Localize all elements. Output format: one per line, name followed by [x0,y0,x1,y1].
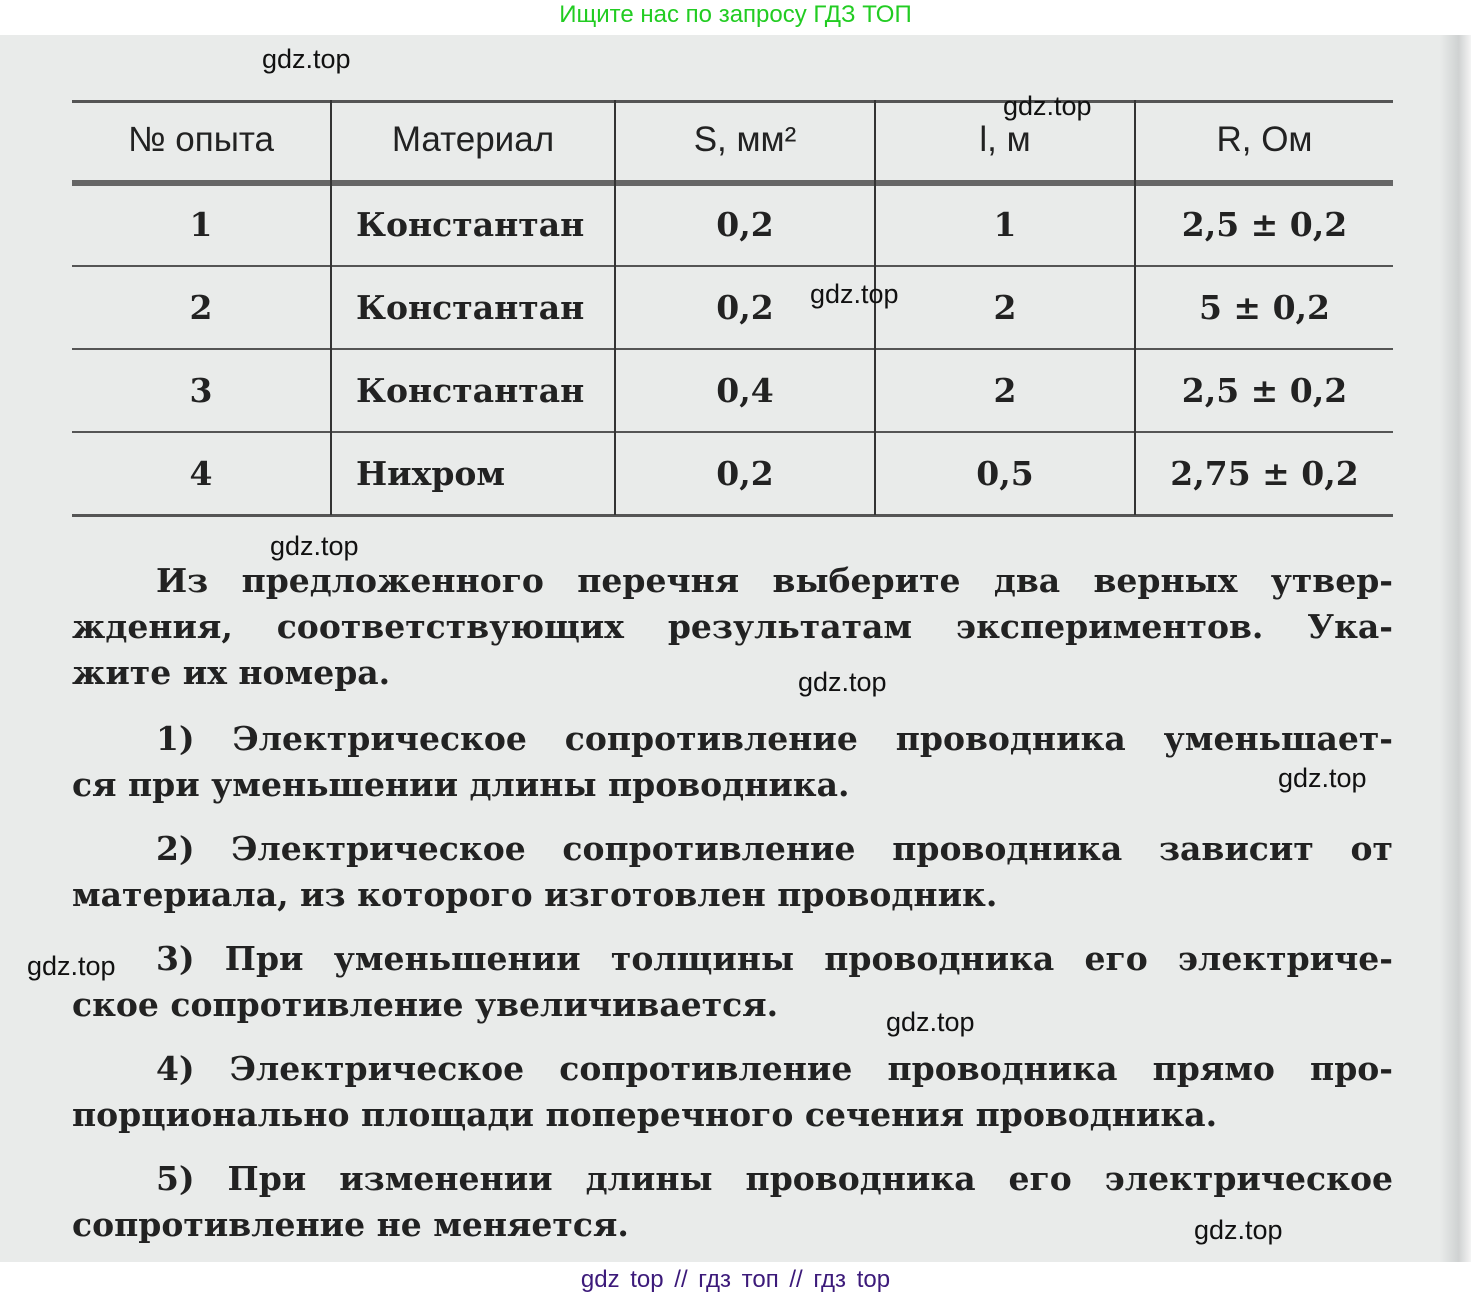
watermark: gdz.top [1003,91,1092,121]
question-text [72,558,1393,696]
watermark: gdz.top [798,667,887,697]
cell-area: 0,2 [716,205,774,244]
row-divider [72,348,1393,350]
cell-no: 2 [189,288,213,327]
header-experiment-no: № опыта [128,120,274,159]
search-banner: Ищите нас по запросу ГДЗ ТОП [559,1,912,28]
cell-length: 0,5 [976,454,1034,493]
watermark: gdz.top [270,531,359,561]
header-length: l, м [979,120,1031,159]
watermark: gdz.top [886,1007,975,1037]
cell-resistance: 2,75 ± 0,2 [1170,454,1359,493]
text-line: 1) Электрическое сопротивление проводника уменьшает- [156,719,1393,758]
cell-material: Нихром [356,454,506,493]
row-divider [72,265,1393,267]
text-line: ждения, соответствующих результатам экспериментов. Ука- [72,607,1393,646]
watermark: gdz.top [1194,1215,1283,1245]
text-line: ся при уменьшении длины проводника. [72,765,850,804]
text-line: жите их номера. [72,653,391,692]
text-line: сопротивление не меняется. [72,1205,629,1244]
text-line: 3) При уменьшении толщины проводника его электриче- [156,939,1393,978]
cell-resistance: 5 ± 0,2 [1198,288,1330,327]
row-divider [72,431,1393,433]
footer-links: gdz top // гдз топ // гдз top [580,1266,891,1293]
cell-no: 4 [189,454,213,493]
cell-length: 1 [993,205,1017,244]
cell-area: 0,4 [716,371,774,410]
watermark: gdz.top [262,44,351,74]
column-divider [330,100,332,515]
text-line: 4) Электрическое сопротивление проводника прямо про- [156,1049,1393,1088]
cell-area: 0,2 [716,288,774,327]
header-area: S, мм² [693,120,797,159]
cell-area: 0,2 [716,454,774,493]
cell-material: Константан [356,205,585,244]
watermark: gdz.top [810,279,899,309]
page-edge-shadow [1440,35,1471,1262]
table-top-border [72,100,1393,103]
text-line: материала, из которого изготовлен проводник. [72,875,998,914]
option-3 [72,936,1393,1028]
text-line: ское сопротивление увеличивается. [72,985,779,1024]
cell-resistance: 2,5 ± 0,2 [1181,205,1348,244]
option-4 [72,1046,1393,1138]
cell-material: Константан [356,288,585,327]
cell-resistance: 2,5 ± 0,2 [1181,371,1348,410]
text-line: 2) Электрическое сопротивление проводника зависит от [156,829,1393,868]
text-line: Из предложенного перечня выберите два верных утвер- [156,561,1393,600]
header-divider [72,180,1393,186]
watermark: gdz.top [1278,763,1367,793]
watermark: gdz.top [27,951,116,981]
option-1 [72,716,1393,808]
cell-no: 3 [189,371,213,410]
cell-material: Константан [356,371,585,410]
text-line: 5) При изменении длины проводника его электрическое [156,1159,1393,1198]
table-bottom-border [72,514,1393,517]
cell-length: 2 [993,371,1017,410]
cell-no: 1 [189,205,213,244]
option-2 [72,826,1393,918]
text-line: порционально площади поперечного сечения проводника. [72,1095,1218,1134]
header-material: Материал [391,120,555,159]
cell-length: 2 [993,288,1017,327]
header-resistance: R, Ом [1216,120,1313,159]
